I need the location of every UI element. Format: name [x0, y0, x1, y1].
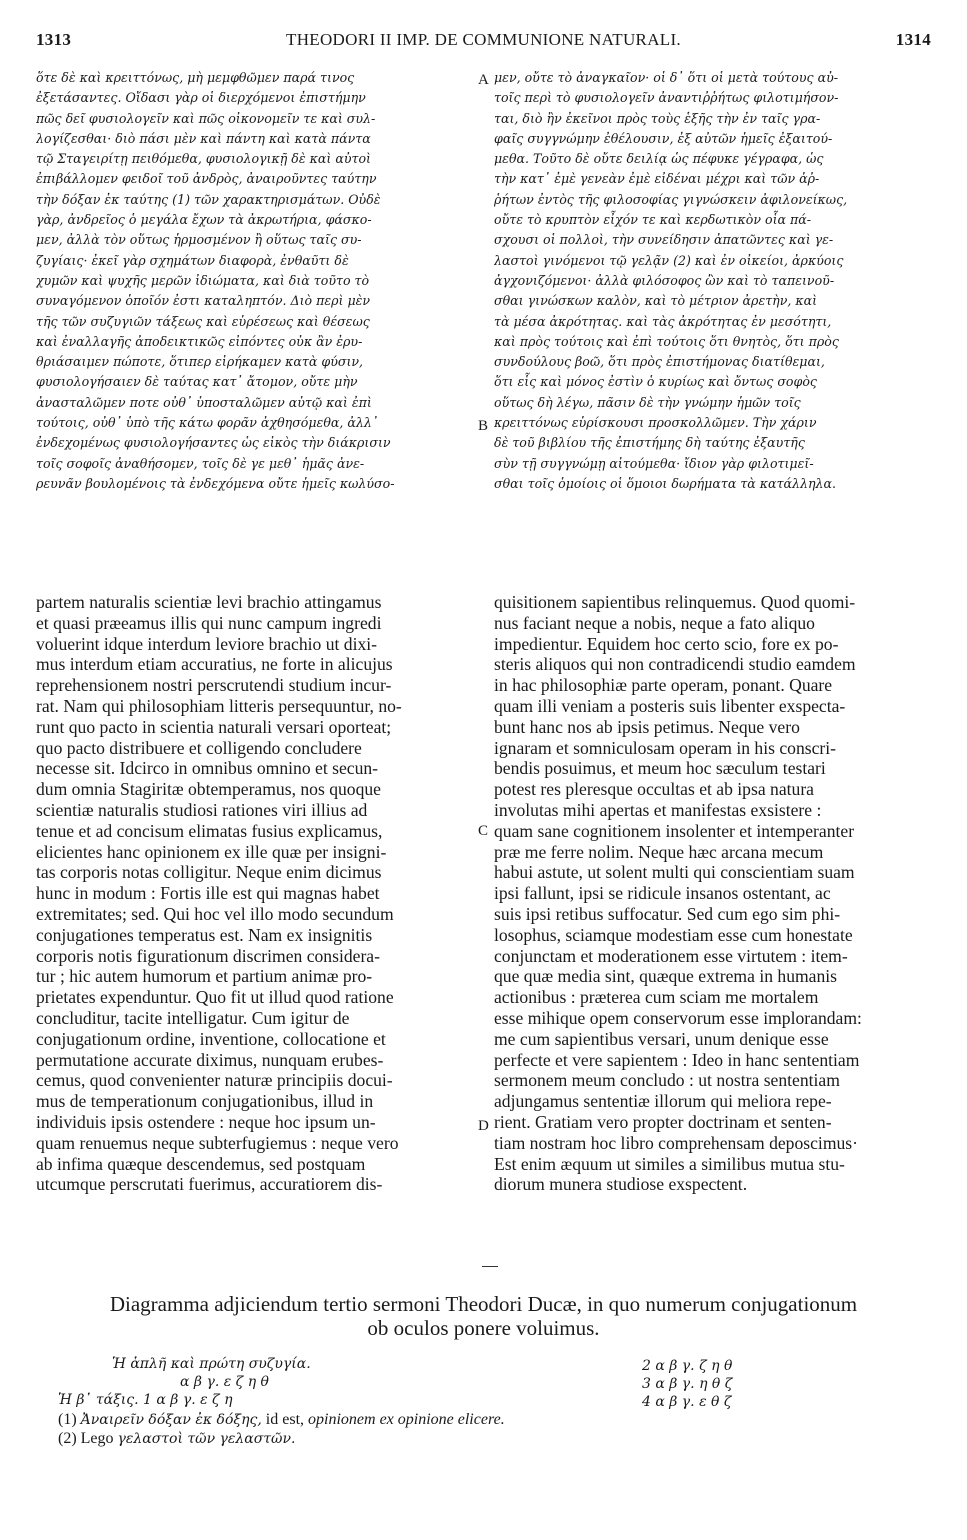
latin-left-line: permutatione accurate diximus, nunquam erubes- — [36, 1049, 384, 1070]
latin-right-line: adjungamus sententiæ illorum qui meliora repe- — [494, 1091, 832, 1112]
greek-text-left-column — [36, 68, 471, 494]
latin-left-line: mus interdum etiam accuratius, ne forte in alicujus — [36, 654, 393, 675]
greek-left-line: ἐνδεχομένως φυσιολογήσαντες ὡς εἰκὸς τὴν διάκρισιν — [36, 435, 391, 451]
latin-left-line: tas corporis notas colligitur. Neque enim dicimus — [36, 862, 382, 883]
diagram-row-1: Ἡ ἁπλῆ καὶ πρώτη συζυγία. — [112, 1356, 311, 1372]
greek-right-line: σὺν τῇ συγγνώμῃ αἰτούμεθα· ἴδιον γὰρ φιλοτιμεῖ- — [494, 455, 814, 471]
latin-right-line: impedientur. Equidem hoc certo scio, fore ex po- — [494, 633, 839, 654]
greek-right-line: ται, διὸ ἢν ἐκεῖνοι πρὸς τοὺς ἑξῆς τὴν ἐν ταῖς γρα- — [494, 110, 821, 126]
latin-left-line: concluditur, tacite intelligatur. Cum igitur de — [36, 1007, 350, 1028]
latin-left-line: elicientes hanc opinionem ex ille quæ per insigni- — [36, 841, 387, 862]
greek-right-line: σχουσι οἱ πολλοὶ, τὴν συνείδησιν ἀπατῶντες καὶ γε- — [494, 232, 834, 248]
latin-right-line: Est enim æquum ut similes a similibus mutua stu- — [494, 1153, 845, 1174]
greek-left-line: χυμῶν καὶ ψυχῆς μερῶν ἰδιώματα, καὶ διὰ τοῦτο τὸ — [36, 272, 370, 288]
greek-right-line: σθαι γινώσκων καλὸν, καὶ τὸ μέτριον ἀρετὴν, καὶ — [494, 293, 818, 309]
greek-left-line: λογίζεσθαι· διὸ πάσι μὲν καὶ πάντη καὶ κατὰ πάντα — [36, 130, 371, 146]
latin-left-line: scientiæ naturalis studiosi rationes viri illius ad — [36, 799, 368, 820]
greek-left-line: ρευνᾶν βουλομένοις τὰ ἐνδεχόμενα οὔτε ἡμεῖς κωλύσο- — [36, 475, 395, 491]
section-marker-c: C — [478, 823, 489, 839]
latin-right-line: esse mihique opem conservorum esse implorandam: — [494, 1007, 862, 1028]
footnote-2-latin: Lego — [76, 1430, 118, 1447]
diagram-row-3: Ἡ β᾽ τάξις. 1 α β γ. ε ζ η — [58, 1392, 233, 1408]
greek-right-line: συνδούλους βοῶ, ὅτι πρὸς ἐπιστήμονας διατίθεμαι, — [494, 354, 825, 370]
greek-right-line: ῥήτων ἐντὸς τῆς φιλοσοφίας γιγνώσκειν ἀφιλονείκως, — [494, 191, 848, 207]
running-header — [36, 30, 931, 54]
latin-right-line: quam sane cognitionem insolenter et intemperanter — [494, 820, 855, 841]
latin-right-line: tiam nostram hoc libro comprehensam deposcimus· — [494, 1132, 859, 1153]
footnote-2-number: (2) — [58, 1430, 77, 1447]
greek-right-line: τοῖς περὶ τὸ φυσιολογεῖν ἀναντιῤῥήτως φιλοτιμήσον- — [494, 90, 839, 106]
greek-right-line: κρειττόνως εὑρίσκουσι προσκολλῶμεν. Τὴν χάριν — [494, 415, 817, 431]
latin-left-line: rat. Nam qui philosophiam litteris persequuntur, no- — [36, 695, 402, 716]
greek-left-line: καὶ ἐναλλαγῆς ἀποδεικτικῶς εἰπόντες οὐκ ἂν ἐρυ- — [36, 333, 363, 349]
latin-left-line: et quasi præeamus illis qui nunc campum ingredi — [36, 612, 382, 633]
latin-left-line: runt quo pacto in scientia naturali versari oporteat; — [36, 716, 392, 737]
latin-right-line: ipsi fallunt, ipsi se ridicule insanos ostentant, ac — [494, 883, 831, 904]
latin-right-line: rient. Gratiam vero propter doctrinam et senten- — [494, 1111, 832, 1132]
diagram-right-row-3: 4 α β γ. ε θ ζ — [642, 1394, 732, 1410]
latin-text-left-column — [36, 592, 472, 1195]
greek-left-line: τῆς τῶν συζυγιῶν τάξεως καὶ εὑρέσεως καὶ θέσεως — [36, 313, 370, 329]
greek-right-line: δὲ τοῦ βιβλίου τῆς ἐπιστήμης δὴ ταύτης ἐξαυτῆς — [494, 435, 805, 451]
greek-text-right-column — [494, 68, 934, 494]
latin-left-line: conjugationum ordine, inventione, collocatione et — [36, 1028, 386, 1049]
latin-left-line: prietates expenduntur. Quo fit ut illud quod ratione — [36, 987, 394, 1008]
latin-right-line: ignaram et somniculosam operam in his conscri- — [494, 737, 837, 758]
latin-right-line: potest res pleresque occultas et ab ipsa natura — [494, 779, 814, 800]
greek-right-line: οὔτε τὸ κρυπτὸν εἶχόν τε καὶ κερδωτικὸν οἷα πά- — [494, 212, 812, 228]
latin-right-line: losophus, sciamque modestiam esse cum honestate — [494, 924, 853, 945]
latin-right-line: me cum sapientibus versari, unum denique esse — [494, 1028, 829, 1049]
greek-left-line: γὰρ, ἀνδρεῖος ὁ μεγάλα ἔχων τὰ ἀκρωτήρια, φάσκο- — [36, 212, 372, 228]
latin-left-line: quam renuemus neque subterfugiemus : neque vero — [36, 1132, 399, 1153]
greek-left-line: ἀνασταλῶμεν ποτε οὐθ᾽ ὑποσταλῶμεν αὐτῷ καὶ ἐπὶ — [36, 394, 372, 410]
greek-left-line: ἐξετάσαντες. Οἴδασι γὰρ οἱ διερχόμενοι ἐπιστήμην — [36, 90, 366, 106]
greek-right-line: καὶ πρὸς τούτοις καὶ ἐπὶ τούτοις ὅτι θνητὸς, ὅτι πρὸς — [494, 333, 839, 349]
greek-left-line: ὅτε δὲ καὶ κρειττόνως, μὴ μεμφθῶμεν παρά τινος — [36, 70, 355, 85]
latin-right-line: nus faciant neque a nobis, neque a fato aliquo — [494, 612, 815, 633]
latin-right-line: bunt hanc nos ab ipsis petimus. Neque vero — [494, 716, 800, 737]
greek-right-line: οὕτως δὴ λέγω, πᾶσιν δὲ τὴν γνώμην ἡμῶν τοῖς — [494, 394, 801, 410]
greek-left-line: θριάσαιμεν πώποτε, ὅτιπερ εἰρήκαμεν κατὰ φύσιν, — [36, 354, 364, 370]
latin-left-line: tenue et ad concisum elimatas fusius explicamus, — [36, 820, 383, 841]
greek-right-line: μεν, οὔτε τὸ ἀναγκαῖον· οἱ δ᾽ ὅτι οἱ μετὰ τούτους αὐ- — [494, 70, 838, 85]
section-marker-a: A — [478, 72, 489, 88]
running-title: THEODORI II IMP. DE COMMUNIONE NATURALI. — [286, 30, 681, 49]
footnote-1 — [58, 1411, 505, 1429]
latin-left-line: corporis notis figurationum discrimen considera- — [36, 945, 380, 966]
greek-left-line: τὴν δόξαν ἐκ ταύτης (1) τῶν χαρακτηρισμάτων. Οὐδὲ — [36, 191, 381, 207]
diagram-right-row-1: 2 α β γ. ζ η θ — [642, 1358, 733, 1374]
latin-right-line: habui astute, ut solent multi qui conscientiam suam — [494, 862, 855, 883]
latin-left-line: individuis ipsis ostendere : neque hoc ipsum un- — [36, 1111, 376, 1132]
latin-right-line: suis ipsi retibus suffocatur. Sed cum ego sim phi- — [494, 903, 841, 924]
greek-left-line: φυσιολογήσαιεν δὲ ταύτας κατ᾽ ἄτομον, οὔτε μὴν — [36, 374, 358, 390]
latin-left-line: partem naturalis scientiæ levi brachio attingamus — [36, 592, 382, 612]
latin-left-line: voluerint idque interdum leviore brachio ut dixi- — [36, 633, 378, 654]
section-marker-b: B — [478, 418, 489, 434]
latin-right-line: perfecte et vere sapientem : Ideo in hanc sententiam — [494, 1049, 860, 1070]
latin-left-line: reprehensionem nostri perscrutendi studium incur- — [36, 675, 392, 696]
page-number-left: 1313 — [36, 30, 72, 49]
diagram-title-line-1: Diagramma adjiciendum tertio sermoni Theodori Ducæ, in quo numerum conjugationum — [109, 1292, 858, 1316]
greek-right-line: μεθα. Τοῦτο δὲ οὔτε δειλίᾳ ὡς πέφυκε γέγραφα, ὡς — [494, 151, 824, 167]
greek-left-line: μεν, ἀλλὰ τὸν οὕτως ἡρμοσμένον ἢ οὕτως ταῖς συ- — [36, 232, 362, 248]
greek-right-line: τὴν κατ᾽ ἐμὲ γενεὰν ἐμὲ εἰδέναι μέχρι καὶ τῶν ἀῤ- — [494, 171, 820, 187]
latin-left-line: dum omnia Stagiritæ obtemperamus, nos quoque — [36, 779, 381, 800]
greek-left-line: πῶς δεῖ φυσιολογεῖν καὶ πῶς οἰκονομεῖν τε καὶ συλ- — [36, 110, 376, 126]
greek-right-line: λαστοὶ γινόμενοι τῷ γελᾷν (2) καὶ ἐν οἰκείοι, ἀρκύοις — [494, 252, 844, 268]
latin-left-line: tur ; hic autem humorum et partium animæ pro- — [36, 966, 373, 987]
latin-right-line: steris aliquos qui non contradicendi studio eamdem — [494, 654, 856, 675]
greek-left-line: τῷ Σταγειρίτῃ πειθόμεθα, φυσιολογικῇ δὲ καὶ αὐτοὶ — [36, 151, 371, 167]
latin-right-line: bendis posuimus, et meum hoc sæculum testari — [494, 758, 826, 779]
latin-right-line: actionibus : præterea cum sciam me mortalem — [494, 987, 819, 1008]
latin-left-line: extremitates; sed. Qui hoc vel illo modo secundum — [36, 903, 394, 924]
latin-right-line: involutas mihi apertas et manifestas exsistere : — [494, 799, 822, 820]
greek-left-line: τοῖς σοφοῖς ἀναθήσομεν, τοῖς δὲ γε μεθ᾽ ἡμᾶς ἀνε- — [36, 455, 365, 471]
latin-right-line: quisitionem sapientibus relinquemus. Quod quomi- — [494, 592, 856, 612]
latin-right-line: diorum munera studiose exspectent. — [494, 1174, 748, 1195]
footnote-1-greek: Ἀναιρεῖν δόξαν ἐκ δόξης, — [80, 1412, 262, 1428]
latin-right-line: que quæ media sint, quæque extrema in humanis — [494, 966, 838, 987]
greek-right-line: ὅτι εἷς καὶ μόνος ἐστὶν ὁ κυρίως καὶ ὄντως σοφὸς — [494, 374, 817, 390]
latin-left-line: cemus, quod convenienter naturæ principiis docui- — [36, 1070, 393, 1091]
greek-right-line: σθαι τοῖς ὁμοίοις οἱ ὅμοιοι δωρήματα τὰ κατάλληλα. — [494, 475, 837, 491]
latin-left-line: mus de temperationum conjugationibus, illud in — [36, 1091, 374, 1112]
latin-left-line: hunc in modum : Fortis ille est qui magnas habet — [36, 883, 380, 904]
latin-right-line: sermonem meum concludo : ut nostra sententiam — [494, 1070, 840, 1091]
greek-right-line: φαῖς συγγνώμην ἐθέλουσιν, ἐξ αὐτῶν ἡμεῖς ἐξαιτού- — [494, 130, 833, 146]
latin-left-line: conjugationes temperatus est. Nam ex insignitis — [36, 924, 373, 945]
latin-left-line: quo pacto distribuere et colligendo concludere — [36, 737, 362, 758]
section-separator — [482, 1266, 498, 1267]
footnote-2 — [58, 1430, 295, 1448]
diagram-row-2: α β γ. ε ζ η θ — [180, 1374, 269, 1390]
latin-right-line: in hac philosophiæ parte operam, ponant. Quare — [494, 675, 833, 696]
latin-right-line: conjunctam et moderationem esse virtutem : item- — [494, 945, 848, 966]
latin-left-line: utcumque perscrutati fuerimus, accuratiorem dis- — [36, 1174, 383, 1195]
latin-right-line: quam illi veniam a posteris suis libenter exspecta- — [494, 695, 846, 716]
greek-left-line: ζυγίαις· ἐκεῖ γὰρ σχημάτων διαφορὰ, ἐνθαῦτι δὲ — [36, 252, 349, 268]
footnote-2-greek: γελαστοὶ τῶν γελαστῶν. — [117, 1431, 296, 1447]
footnote-1-italic: opinionem ex opinione elicere. — [308, 1411, 505, 1428]
latin-left-line: necesse sit. Idcirco in omnibus omnino et secun- — [36, 758, 379, 779]
greek-left-line: συναγόμενον ὁποῖόν ἐστι καταληπτόν. Διὸ περὶ μὲν — [36, 293, 371, 309]
greek-right-line: τὰ μέσα ἀκρότητας. καὶ τὰς ἀκρότητας ἐν μεσότητι, — [494, 313, 832, 329]
greek-left-line: τούτοις, οὐθ᾽ ὑπὸ τῆς κάτω φορᾶν ἀχθησόμεθα, ἀλλ᾽ — [36, 415, 379, 431]
greek-left-line: ἐπιβάλλομεν φειδοῖ τοῦ ἀνδρὸς, ἀναιροῦντες ταύτην — [36, 171, 377, 187]
page-number-right: 1314 — [895, 30, 931, 49]
latin-text-right-column — [494, 592, 934, 1195]
greek-right-line: ἀγχονιζόμενοι· ἀλλὰ φιλόσοφος ὢν καὶ τὸ ταπεινοῦ- — [494, 272, 835, 288]
section-marker-d: D — [478, 1118, 489, 1134]
diagram-right-row-2: 3 α β γ. η θ ζ — [642, 1376, 733, 1392]
footnote-1-latin: id est, — [261, 1411, 309, 1428]
footnote-1-number: (1) — [58, 1411, 77, 1428]
latin-right-line: præ me ferre nolim. Neque hæc arcana mecum — [494, 841, 824, 862]
diagram-title-line-2: ob oculos ponere voluimus. — [367, 1316, 600, 1340]
latin-left-line: ab infima quæque descendemus, sed postquam — [36, 1153, 366, 1174]
